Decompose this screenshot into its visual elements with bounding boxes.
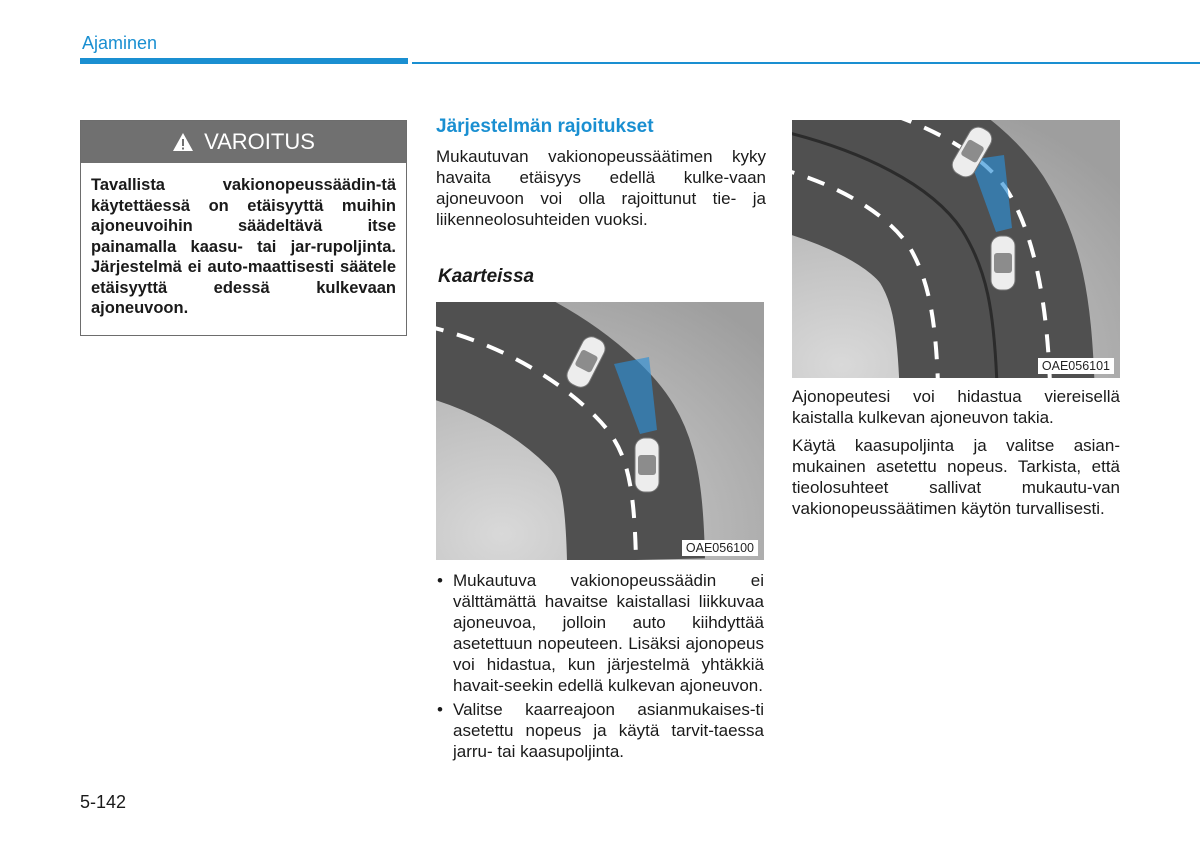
list-item: • Valitse kaarreajoon asianmukaises-ti asetettu nopeus ja käytä tarvit-taessa jarru- tai kaasupoljinta. — [436, 699, 764, 762]
header-rule-thin — [412, 62, 1200, 64]
warning-header — [81, 121, 406, 163]
section-title: Ajaminen — [82, 33, 158, 53]
paragraph: Ajonopeutesi voi hidastua viereisellä kaistalla kulkevan ajoneuvon takia. — [792, 387, 1120, 427]
header-rule-thick — [80, 58, 408, 64]
warning-text: Tavallista vakionopeussäädin-tä käytettäessä on etäisyyttä muihin ajoneuvoihin säädeltävä itse painamalla kaasu- tai jar-rupoljinta. Järjestelmä ei auto-maattisesti säätele etäisyyttä edessä kulkevaan ajoneuvoon. — [91, 176, 396, 317]
figure-code-2: OAE056101 — [1038, 358, 1114, 374]
warning-triangle-icon — [172, 132, 194, 152]
limitations-bullet-list — [436, 570, 764, 765]
curve-illustration-1 — [436, 302, 764, 560]
limitations-section — [436, 116, 766, 230]
figure-code-1: OAE056100 — [682, 540, 758, 556]
paragraph: Käytä kaasupoljinta ja valitse asian-mukainen asetettu nopeus. Tarkista, että tieolosuhteet sallivat mukautu-van vakionopeussäätimen käytön turvallisesti. — [792, 436, 1120, 518]
curve-illustration-2 — [792, 120, 1120, 378]
page-number: 5-142 — [80, 792, 127, 812]
warning-title: VAROITUS — [204, 129, 315, 154]
limitations-intro: Mukautuvan vakionopeussäätimen kyky havaita etäisyys edellä kulke-vaan ajoneuvoon voi olla rajoittunut tie- ja liikenneolosuhteiden vuoksi. — [436, 147, 766, 229]
curves-subheading: Kaarteissa — [438, 266, 535, 287]
limitations-heading: Järjestelmän rajoitukset — [436, 116, 654, 137]
right-column-text — [792, 386, 1120, 526]
warning-box — [80, 120, 407, 336]
list-item: • Mukautuva vakionopeussäädin ei välttämättä havaitse kaistallasi liikkuvaa ajoneuvoa, jolloin auto kiihdyttää asetettuun nopeuteen. Lisäksi ajonopeus voi hidastua, kun järjestelmä yhtäkkiä havait-seekin edellä kulkevan ajoneuvon. — [436, 570, 764, 696]
